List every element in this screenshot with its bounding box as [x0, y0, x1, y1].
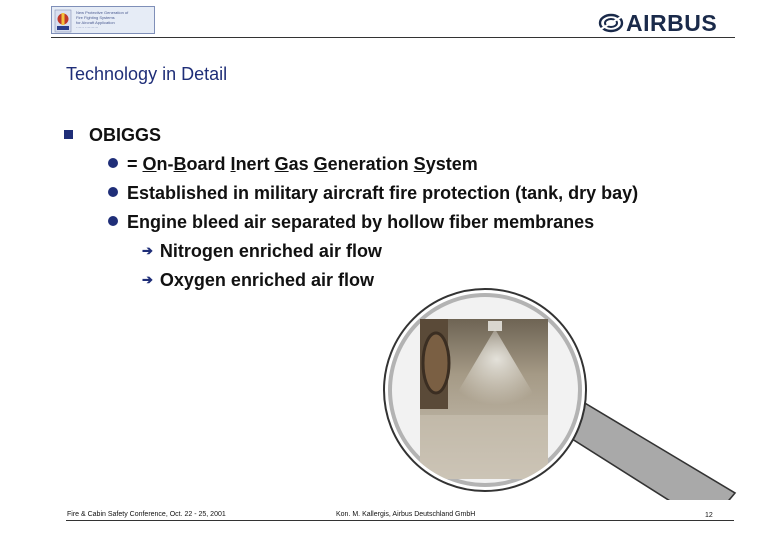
project-seal-icon — [54, 9, 72, 33]
sub-bullet-nitrogen-text: Nitrogen enriched air flow — [159, 241, 382, 261]
bullet-obiggs — [64, 125, 161, 146]
square-bullet-icon — [64, 130, 73, 139]
definition-initial: I — [230, 154, 236, 174]
project-logo-lines: New Protective Generation of Fire Fighting Systems for Aircraft Application ······ ·········· — [76, 10, 129, 30]
definition-initial: G — [313, 154, 328, 174]
arrow-bullet-icon: ➔ — [142, 272, 153, 287]
sub-bullet-oxygen-text: Oxygen enriched air flow — [159, 270, 374, 290]
footer-conference: Fire & Cabin Safety Conference, Oct. 22 - 25, 2001 — [67, 511, 226, 518]
footer-page-number: 12 — [705, 512, 713, 519]
airbus-swirl-icon — [598, 10, 624, 36]
bullet-military — [108, 183, 638, 204]
bullet-obiggs-text: OBIGGS — [89, 125, 162, 145]
bullet-membranes — [108, 212, 594, 233]
airbus-logo — [598, 10, 734, 36]
project-logo — [51, 6, 155, 34]
definition-bullet: = On-Board Inert Gas Generation System — [108, 154, 478, 175]
arrow-bullet-icon: ➔ — [142, 243, 153, 258]
footer-author: Kon. M. Kallergis, Airbus Deutschland GmbH — [336, 511, 476, 518]
definition-initial: B — [173, 154, 187, 174]
round-bullet-icon — [108, 158, 118, 168]
bullet-military-text: Established in military aircraft fire protection (tank, dry bay) — [127, 183, 639, 203]
bullet-membranes-text: Engine bleed air separated by hollow fiber membranes — [127, 212, 595, 232]
definition-initial: O — [142, 154, 157, 174]
definition-initial: S — [413, 154, 426, 174]
airbus-wordmark: AIRBUS — [626, 10, 718, 36]
footer-divider — [66, 520, 734, 521]
slide-title: Technology in Detail — [66, 64, 228, 84]
magnifier-illustration — [380, 285, 760, 500]
sub-bullet-nitrogen — [142, 241, 382, 262]
sub-bullet-oxygen — [142, 270, 374, 291]
round-bullet-icon — [108, 187, 118, 197]
header-divider — [51, 37, 735, 38]
definition-initial: G — [274, 154, 289, 174]
round-bullet-icon — [108, 216, 118, 226]
